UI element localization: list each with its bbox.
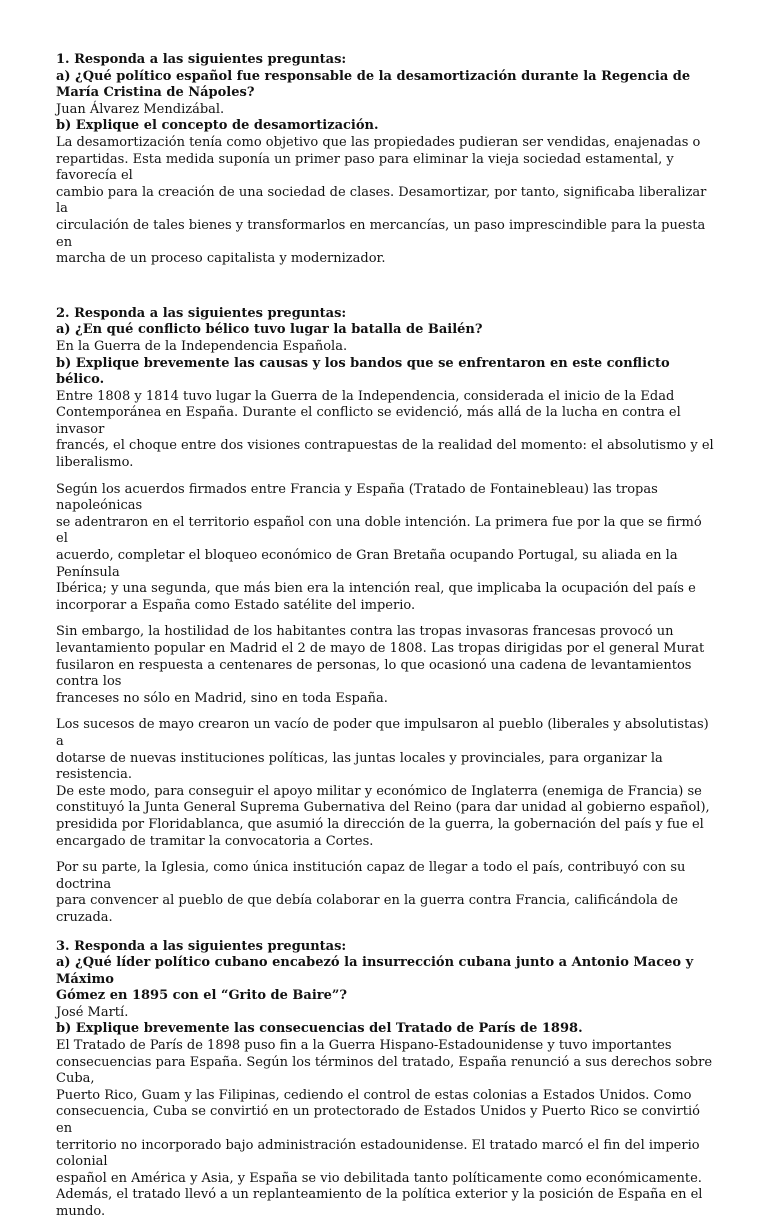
answer-line: consecuencia, Cuba se convirtió en un protectorado de Estados Unidos y Puerto Rico se convirtió en xyxy=(56,1104,700,1137)
section-2 xyxy=(56,306,716,927)
answer-paragraph xyxy=(56,389,716,472)
section-heading: 3. Responda a las siguientes preguntas: xyxy=(56,938,347,954)
answer-line: De este modo, para conseguir el apoyo militar y económico de Inglaterra (enemiga de Francia) se xyxy=(56,783,702,799)
section-heading: 1. Responda a las siguientes preguntas: xyxy=(56,52,347,67)
answer-line: para convencer al pueblo de que debía colaborar en la guerra contra Francia, calificándola de cruzada. xyxy=(56,893,678,925)
answer-line: constituyó la Junta General Suprema Gubernativa del Reino (para dar unidad al gobierno español), xyxy=(56,800,710,816)
answer-line: consecuencias para España. Según los términos del tratado, España renunció a sus derechos sobre Cuba, xyxy=(56,1054,713,1087)
answer-line: español en América y Asia, y España se vio debilitada tanto políticamente como económicamente. xyxy=(56,1170,702,1186)
answer-line: Ibérica; y una segunda, que más bien era la intención real, que implicaba la ocupación del país e xyxy=(56,581,696,597)
question-a-answer: Juan Álvarez Mendizábal. xyxy=(56,101,225,117)
question-a-title: a) ¿Qué líder político cubano encabezó la insurrección cubana junto a Antonio Maceo y Máximo xyxy=(56,955,694,987)
answer-line: cambio para la creación de una sociedad de clases. Desamortizar, por tanto, significaba liberalizar la xyxy=(56,184,707,217)
answer-line: presidida por Floridablanca, que asumió la dirección de la guerra, la gobernación del país y fue el xyxy=(56,816,704,832)
answer-line: Puerto Rico, Guam y las Filipinas, cediendo el control de estas colonias a Estados Unidos. Como xyxy=(56,1087,692,1103)
question-a-title: a) ¿En qué conflicto bélico tuvo lugar la batalla de Bailén? xyxy=(56,322,483,338)
question-b-title: b) Explique el concepto de desamortización. xyxy=(56,118,379,134)
answer-line: fusilaron en respuesta a centenares de personas, lo que ocasionó una cadena de levantamientos contra los xyxy=(56,657,692,690)
answer-line: Por su parte, la Iglesia, como única institución capaz de llegar a todo el país, contribuyó con su doctrina xyxy=(56,860,686,892)
answer-line: franceses no sólo en Madrid, sino en toda España. xyxy=(56,690,388,706)
answer-line: La desamortización tenía como objetivo que las propiedades pudieran ser vendidas, enajenadas o xyxy=(56,134,701,150)
section-1 xyxy=(56,52,716,268)
question-a-answer: José Martí. xyxy=(56,1004,129,1020)
question-b-title: b) Explique brevemente las causas y los bandos que se enfrentaron en este conflicto bélico. xyxy=(56,355,670,388)
answer-line: liberalismo. xyxy=(56,455,134,471)
question-b-title: b) Explique brevemente las consecuencias del Tratado de París de 1898. xyxy=(56,1021,583,1037)
answer-line: dotarse de nuevas instituciones políticas, las juntas locales y provinciales, para organizar la resistencia. xyxy=(56,750,663,783)
answer-line: francés, el choque entre dos visiones contrapuestas de la realidad del momento: el absolutismo y el xyxy=(56,438,714,454)
answer-line: Contemporánea en España. Durante el conflicto se evidenció, más allá de la lucha en contra el invasor xyxy=(56,405,681,437)
answer-line: Sin embargo, la hostilidad de los habitantes contra las tropas invasoras francesas provocó un xyxy=(56,624,674,640)
answer-line: Los sucesos de mayo crearon un vacío de poder que impulsaron al pueblo (liberales y absolutistas) a xyxy=(56,717,709,749)
answer-paragraph xyxy=(56,624,716,707)
answer-line: El Tratado de París de 1898 puso fin a la Guerra Hispano-Estadounidense y tuvo importantes xyxy=(56,1038,672,1054)
answer-paragraph xyxy=(56,717,716,850)
answer-line: circulación de tales bienes y transformarlos en mercancías, un paso imprescindible para la puesta en xyxy=(56,217,706,250)
answer-paragraph xyxy=(56,482,716,615)
answer-line: repartidas. Esta medida suponía un primer paso para eliminar la vieja sociedad estamental, y favorecía el xyxy=(56,151,674,184)
answer-line: levantamiento popular en Madrid el 2 de mayo de 1808. Las tropas dirigidas por el general Murat xyxy=(56,641,705,656)
section-3 xyxy=(56,939,716,1221)
answer-paragraph xyxy=(56,1038,716,1221)
question-a-title-continued: Gómez en 1895 con el “Grito de Baire”? xyxy=(56,988,347,1004)
answer-line: se adentraron en el territorio español con una doble intención. La primera fue por la que se firmó el xyxy=(56,514,702,547)
answer-line: incorporar a España como Estado satélite del imperio. xyxy=(56,597,416,613)
answer-line: marcha de un proceso capitalista y modernizador. xyxy=(56,251,386,267)
answer-line: Según los acuerdos firmados entre Francia y España (Tratado de Fontainebleau) las tropas napoleónicas xyxy=(56,481,658,514)
answer-paragraph xyxy=(56,135,716,268)
answer-line: encargado de tramitar la convocatoria a Cortes. xyxy=(56,833,374,849)
section-heading: 2. Responda a las siguientes preguntas: xyxy=(56,305,347,321)
answer-paragraph xyxy=(56,860,716,926)
answer-line: Además, el tratado llevó a un replanteamiento de la política exterior y la posición de España en el mundo. xyxy=(56,1187,703,1219)
answer-line: acuerdo, completar el bloqueo económico de Gran Bretaña ocupando Portugal, su aliada en la Península xyxy=(56,548,678,580)
question-a-title: a) ¿Qué político español fue responsable de la desamortización durante la Regencia de xyxy=(56,68,691,84)
question-a-title-continued: María Cristina de Nápoles? xyxy=(56,85,255,101)
section-spacer xyxy=(56,278,716,306)
answer-line: Entre 1808 y 1814 tuvo lugar la Guerra de la Independencia, considerada el inicio de la Edad xyxy=(56,388,675,404)
question-a-answer: En la Guerra de la Independencia Española. xyxy=(56,338,348,354)
answer-line: territorio no incorporado bajo administración estadounidense. El tratado marcó el fin del imperio colonial xyxy=(56,1137,700,1170)
